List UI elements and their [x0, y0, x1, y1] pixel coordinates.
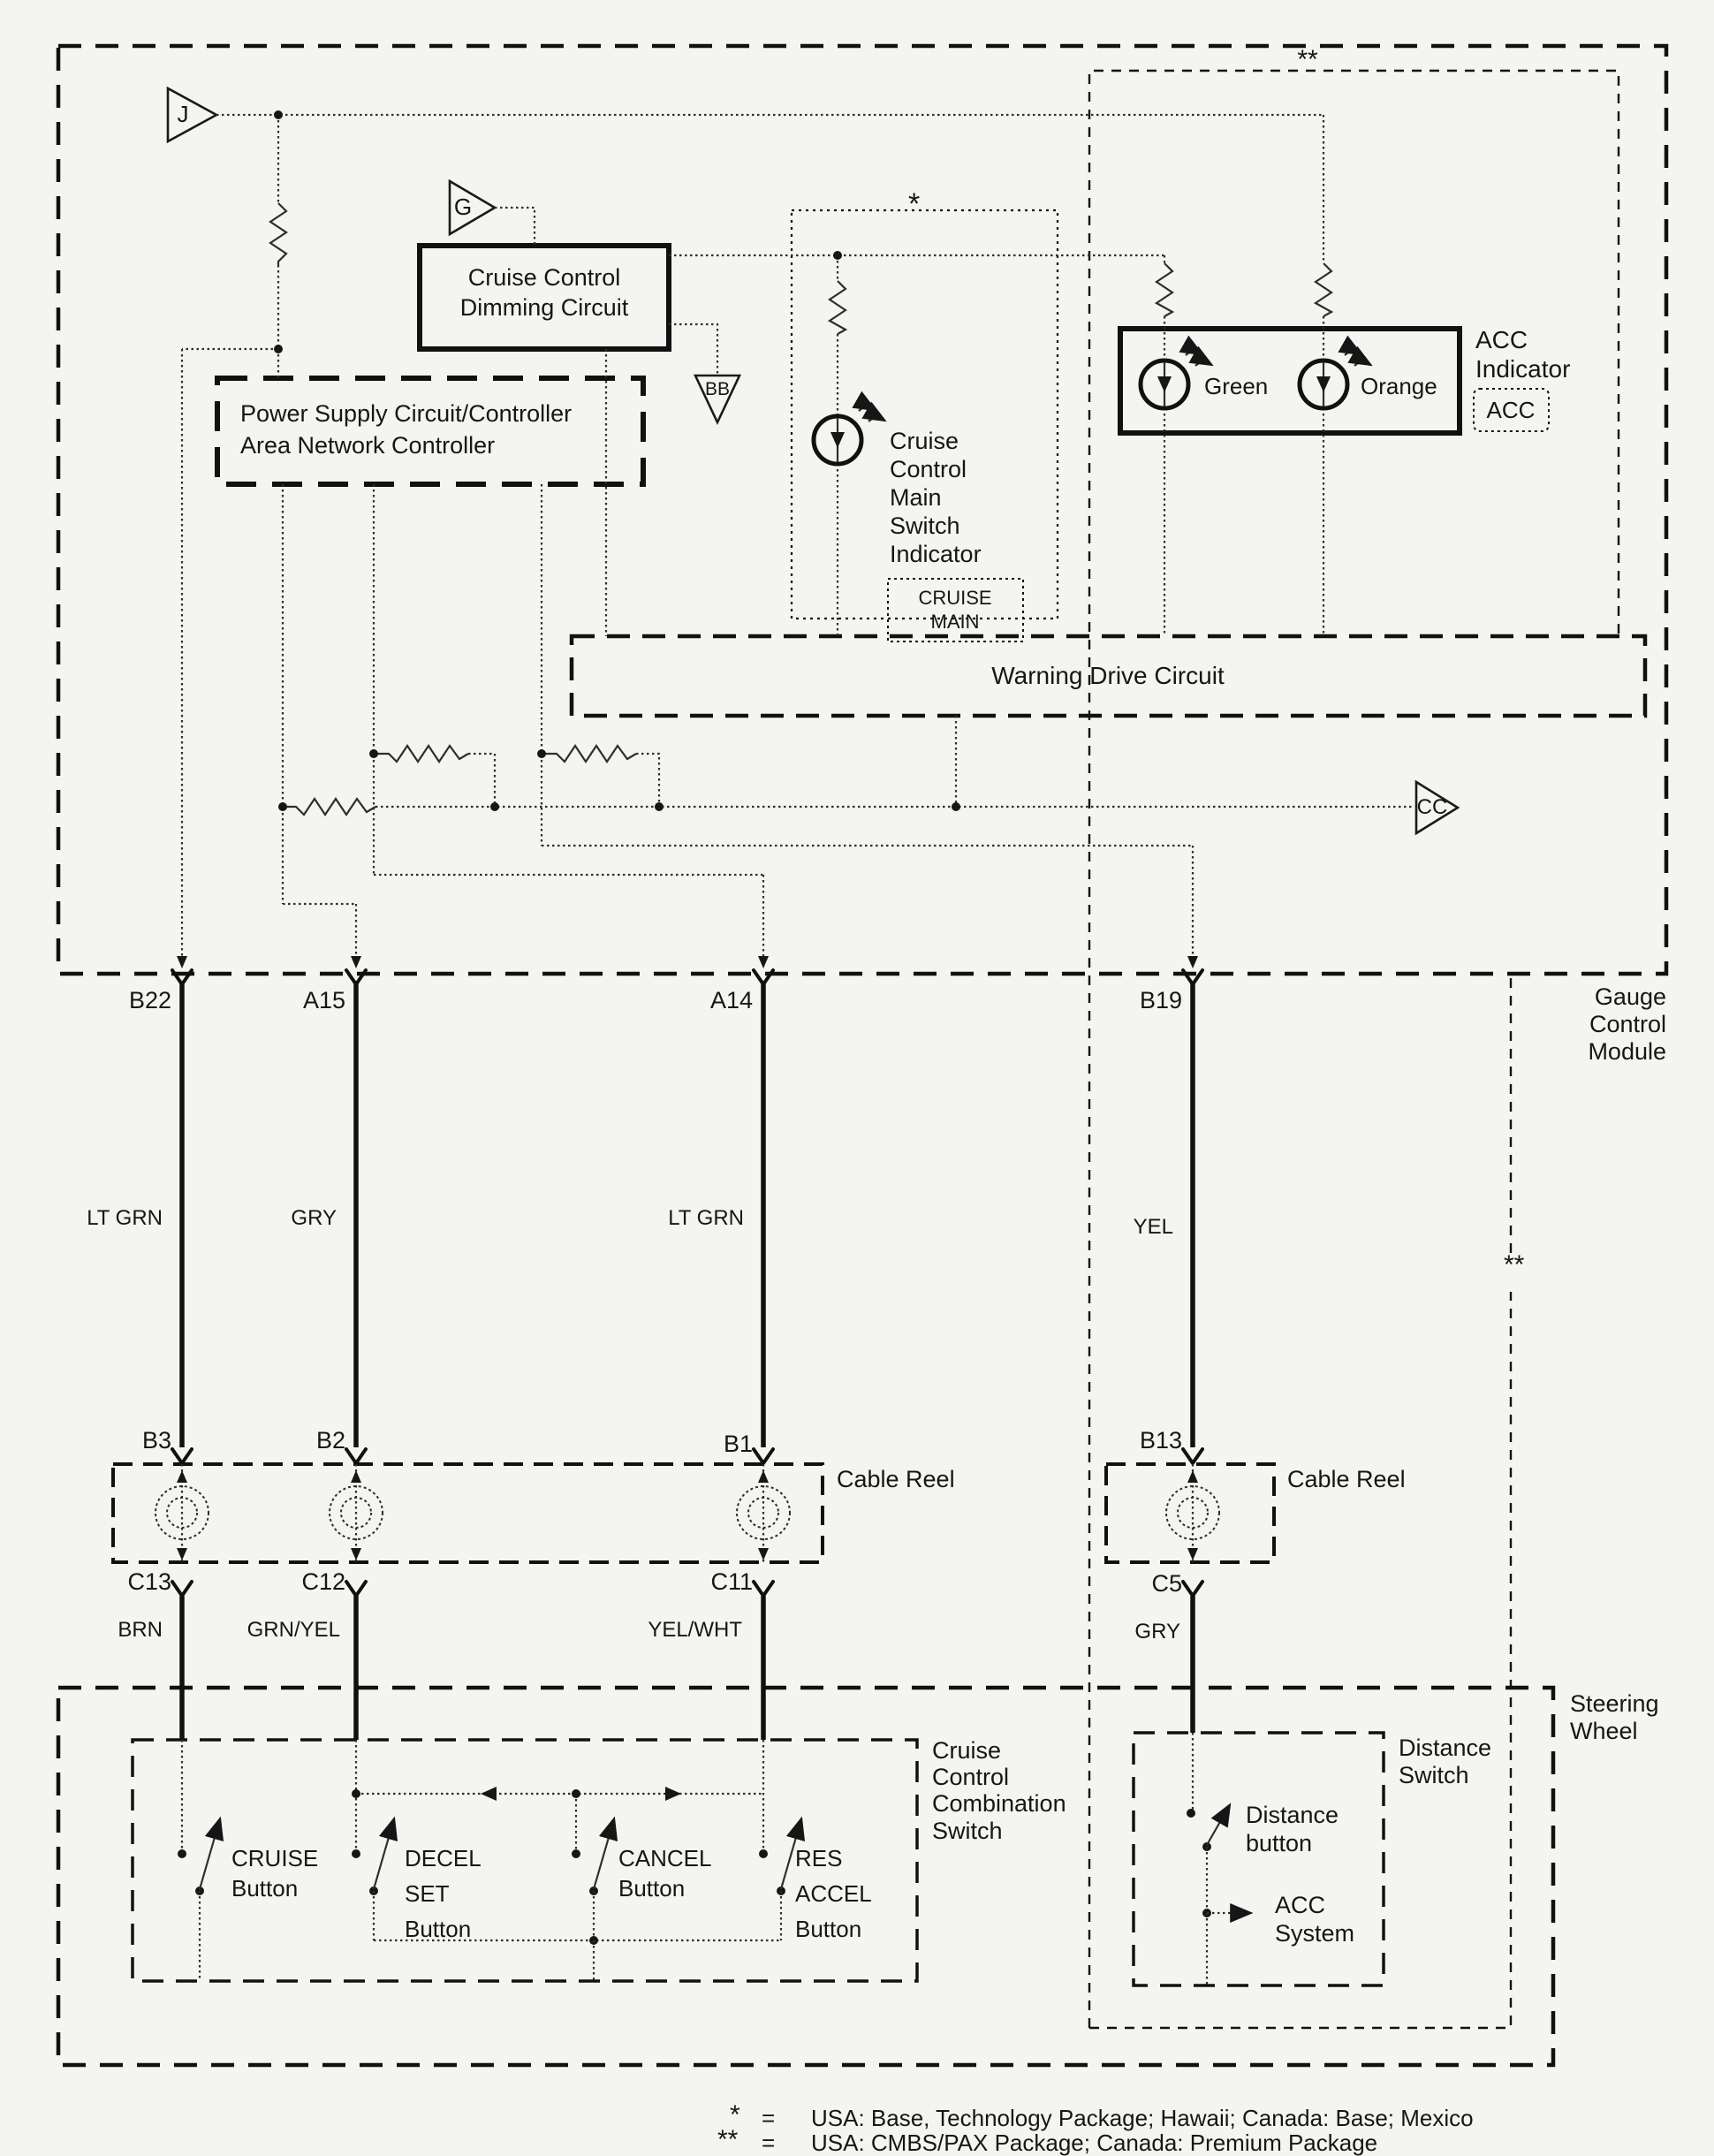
pin-label-b22: B22 — [128, 987, 171, 1013]
warning-drive-circuit-label: Warning Drive Circuit — [991, 662, 1225, 689]
connector-bb-label: BB — [704, 379, 731, 399]
wire-color-label: LT GRN — [87, 1206, 163, 1230]
dimming-circuit-label: Cruise Control — [467, 264, 621, 291]
green-lamp-label: Green — [1204, 373, 1269, 399]
combination-switch-label: Cruise — [932, 1737, 1002, 1764]
connector-j-triangle — [168, 88, 216, 141]
cable-reel-left-label: Cable Reel — [837, 1466, 955, 1492]
wire-color-label: GRY — [1134, 1620, 1180, 1644]
distance-button-label: button — [1246, 1830, 1313, 1856]
res-accel-button-label: ACCEL — [795, 1880, 872, 1907]
pin-label-b1: B1 — [723, 1431, 753, 1457]
distance-button-label: Distance — [1246, 1802, 1339, 1828]
acc-system-label: System — [1275, 1920, 1355, 1947]
pin-label-a15: A15 — [302, 987, 345, 1013]
cruise-main-badge: MAIN — [930, 611, 980, 633]
main-switch-indicator-label: Main — [890, 484, 942, 511]
orange-indicator-lamp — [1300, 352, 1368, 408]
gauge-module-label: Module — [1588, 1038, 1666, 1065]
acc-badge-label: ACC — [1486, 397, 1536, 423]
cruise-main-indicator-lamp — [814, 407, 882, 464]
distance-button-switch — [1187, 1733, 1248, 1985]
res-accel-button-switch — [759, 1822, 800, 1940]
gauge-module-label: Control — [1589, 1011, 1666, 1037]
distance-switch-box — [1134, 1733, 1384, 1985]
dimming-circuit-label: Dimming Circuit — [459, 294, 629, 321]
connector-g-label: G — [453, 194, 473, 220]
res-accel-button-label: Button — [795, 1916, 862, 1942]
wire-color-label: GRN/YEL — [246, 1618, 340, 1642]
wire-color-label: GRY — [291, 1206, 337, 1230]
power-supply-label: Area Network Controller — [240, 432, 496, 459]
wire-color-label: LT GRN — [668, 1206, 744, 1230]
gauge-control-module-box — [58, 46, 1666, 974]
cruise-button-label: CRUISE — [231, 1845, 319, 1871]
cable-reel-left-box — [113, 1464, 823, 1562]
pin-label-c11: C11 — [710, 1568, 753, 1595]
main-switch-indicator-label: Control — [890, 456, 967, 482]
double-asterisk-marker-side: ** — [1504, 1250, 1525, 1279]
orange-lamp-label: Orange — [1361, 373, 1437, 399]
pin-label-c12: C12 — [301, 1568, 345, 1595]
distance-switch-label: Distance — [1399, 1735, 1492, 1761]
pin-label-a14: A14 — [709, 987, 753, 1013]
wire-color-label: YEL/WHT — [648, 1618, 742, 1642]
power-supply-box — [217, 378, 643, 484]
pin-label-c5: C5 — [1151, 1570, 1182, 1597]
pin-label-b13: B13 — [1139, 1427, 1182, 1454]
connector-forks — [172, 970, 1202, 1596]
footnote-symbol: * — [730, 2100, 740, 2129]
footnote-equals: = — [762, 2129, 776, 2156]
acc-indicator-label: Indicator — [1475, 355, 1571, 383]
cruise-main-badge: CRUISE — [918, 587, 992, 609]
main-switch-indicator-label: Cruise — [890, 428, 959, 454]
connector-cc-label: CC — [1416, 795, 1448, 819]
combination-switch-label: Control — [932, 1764, 1010, 1790]
res-accel-button-label: RES — [795, 1845, 843, 1871]
footnote-equals: = — [762, 2105, 776, 2131]
wire-color-label: YEL — [1133, 1215, 1173, 1239]
pin-label-b2: B2 — [315, 1427, 345, 1454]
cable-reel-spirals — [155, 1464, 1219, 1562]
double-asterisk-marker-top: ** — [1297, 45, 1318, 74]
connector-j-label: J — [177, 101, 189, 127]
cable-reel-right-label: Cable Reel — [1287, 1466, 1406, 1492]
decel-set-button-switch — [352, 1822, 393, 1940]
acc-indicator-label: ACC — [1475, 326, 1528, 353]
main-switch-indicator-label: Switch — [890, 512, 960, 539]
main-switch-indicator-label: Indicator — [890, 541, 982, 567]
decel-set-button-label: Button — [405, 1916, 472, 1942]
pin-label-c13: C13 — [127, 1568, 171, 1595]
cancel-button-switch — [572, 1822, 613, 1940]
distance-switch-label: Switch — [1399, 1762, 1469, 1788]
footnote-text: USA: CMBS/PAX Package; Canada: Premium Package — [811, 2129, 1378, 2156]
decel-set-button-label: SET — [405, 1880, 450, 1907]
gauge-module-label: Gauge — [1594, 983, 1666, 1010]
double-asterisk-region-lower — [1089, 974, 1511, 2028]
steering-wheel-label: Steering — [1570, 1690, 1659, 1717]
footnote-text: USA: Base, Technology Package; Hawaii; Canada: Base; Mexico — [811, 2105, 1474, 2131]
combination-switch-label: Combination — [932, 1790, 1066, 1817]
cruise-button-label: Button — [231, 1875, 299, 1902]
wire-color-label: BRN — [118, 1618, 163, 1642]
pin-label-b19: B19 — [1139, 987, 1182, 1013]
footnote-symbol: ** — [717, 2125, 739, 2154]
cruise-button-switch — [178, 1822, 219, 1981]
steering-wheel-label: Wheel — [1570, 1718, 1638, 1744]
green-indicator-lamp — [1141, 352, 1209, 408]
cancel-button-label: CANCEL — [618, 1845, 712, 1871]
decel-set-button-label: DECEL — [405, 1845, 482, 1871]
combination-switch-label: Switch — [932, 1818, 1003, 1844]
acc-system-label: ACC — [1275, 1892, 1326, 1918]
power-supply-label: Power Supply Circuit/Controller — [240, 400, 573, 427]
cancel-button-label: Button — [618, 1875, 686, 1902]
asterisk-marker: * — [908, 187, 921, 221]
pin-label-b3: B3 — [141, 1427, 171, 1454]
